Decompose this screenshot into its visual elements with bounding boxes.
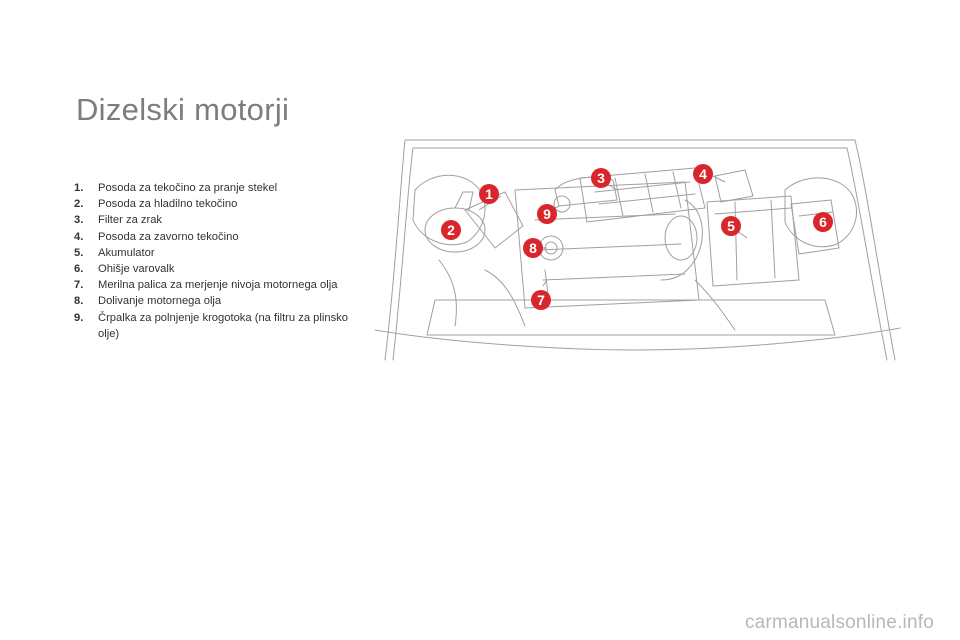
legend-item <box>74 212 364 228</box>
engine-bay-illustration <box>355 130 915 362</box>
callout-5 <box>721 216 747 238</box>
radiator-crossmember <box>427 300 835 335</box>
callout-3-label: 3 <box>597 170 605 186</box>
legend-item <box>74 310 364 342</box>
callout-4 <box>693 164 725 184</box>
callout-5-label: 5 <box>727 218 735 234</box>
legend-number: 5. <box>74 246 84 259</box>
legend-item <box>74 277 364 293</box>
front-panel <box>375 328 900 350</box>
callout-1-label: 1 <box>485 186 493 202</box>
callout-6 <box>813 212 833 232</box>
callout-7-label: 7 <box>537 292 545 308</box>
legend-number: 1. <box>74 182 84 194</box>
legend-number: 9. <box>74 311 84 324</box>
callout-4-label: 4 <box>699 166 707 182</box>
legend-item <box>74 245 364 261</box>
legend-item <box>74 261 364 277</box>
legend-text: Dolivanje motornega olja <box>98 295 222 308</box>
callout-8-label: 8 <box>529 240 537 256</box>
callout-8 <box>523 238 547 258</box>
callout-2-label: 2 <box>447 222 455 238</box>
legend-item <box>74 196 364 212</box>
hood-outline-inner <box>393 148 887 360</box>
legend-text: Ohišje varovalk <box>98 263 175 276</box>
legend-number: 2. <box>74 198 84 211</box>
callout-2 <box>441 220 461 240</box>
legend-item <box>74 229 364 245</box>
brake-reservoir <box>715 170 753 202</box>
legend-number: 4. <box>74 230 84 243</box>
legend-text: Črpalka za polnjenje krogotoka (na filtru za plinsko olje) <box>98 311 348 340</box>
callout-badges <box>441 164 833 310</box>
legend-number: 3. <box>74 214 84 227</box>
watermark-text: carmanualsonline.info <box>744 612 934 633</box>
component-legend <box>74 180 364 342</box>
legend-text: Posoda za hladilno tekočino <box>98 198 238 211</box>
callout-6-label: 6 <box>819 214 827 230</box>
legend-text: Posoda za zavorno tekočino <box>98 230 239 243</box>
page-title: Dizelski motorji <box>76 92 290 127</box>
hose <box>695 280 735 330</box>
intake-pipe-end <box>665 216 697 260</box>
engine-bay-diagram <box>355 130 915 362</box>
callout-9-label: 9 <box>543 206 551 222</box>
legend-text: Merilna palica za merjenje nivoja motornega olja <box>98 279 338 292</box>
callout-1 <box>479 184 501 210</box>
legend-item <box>74 293 364 309</box>
legend-text: Filter za zrak <box>98 214 163 227</box>
callout-9 <box>537 204 559 224</box>
legend-item <box>74 180 364 196</box>
legend-number: 7. <box>74 279 84 292</box>
legend-text: Posoda za tekočino za pranje stekel <box>98 182 278 194</box>
fuel-filter-pump <box>554 196 570 212</box>
engine-block-detail <box>535 214 685 280</box>
hose <box>485 270 525 326</box>
legend-number: 8. <box>74 295 84 308</box>
callout-7 <box>531 280 551 310</box>
battery-top <box>715 200 791 280</box>
legend-number: 6. <box>74 263 84 276</box>
legend-text: Akumulator <box>98 246 155 259</box>
hose <box>439 260 456 326</box>
